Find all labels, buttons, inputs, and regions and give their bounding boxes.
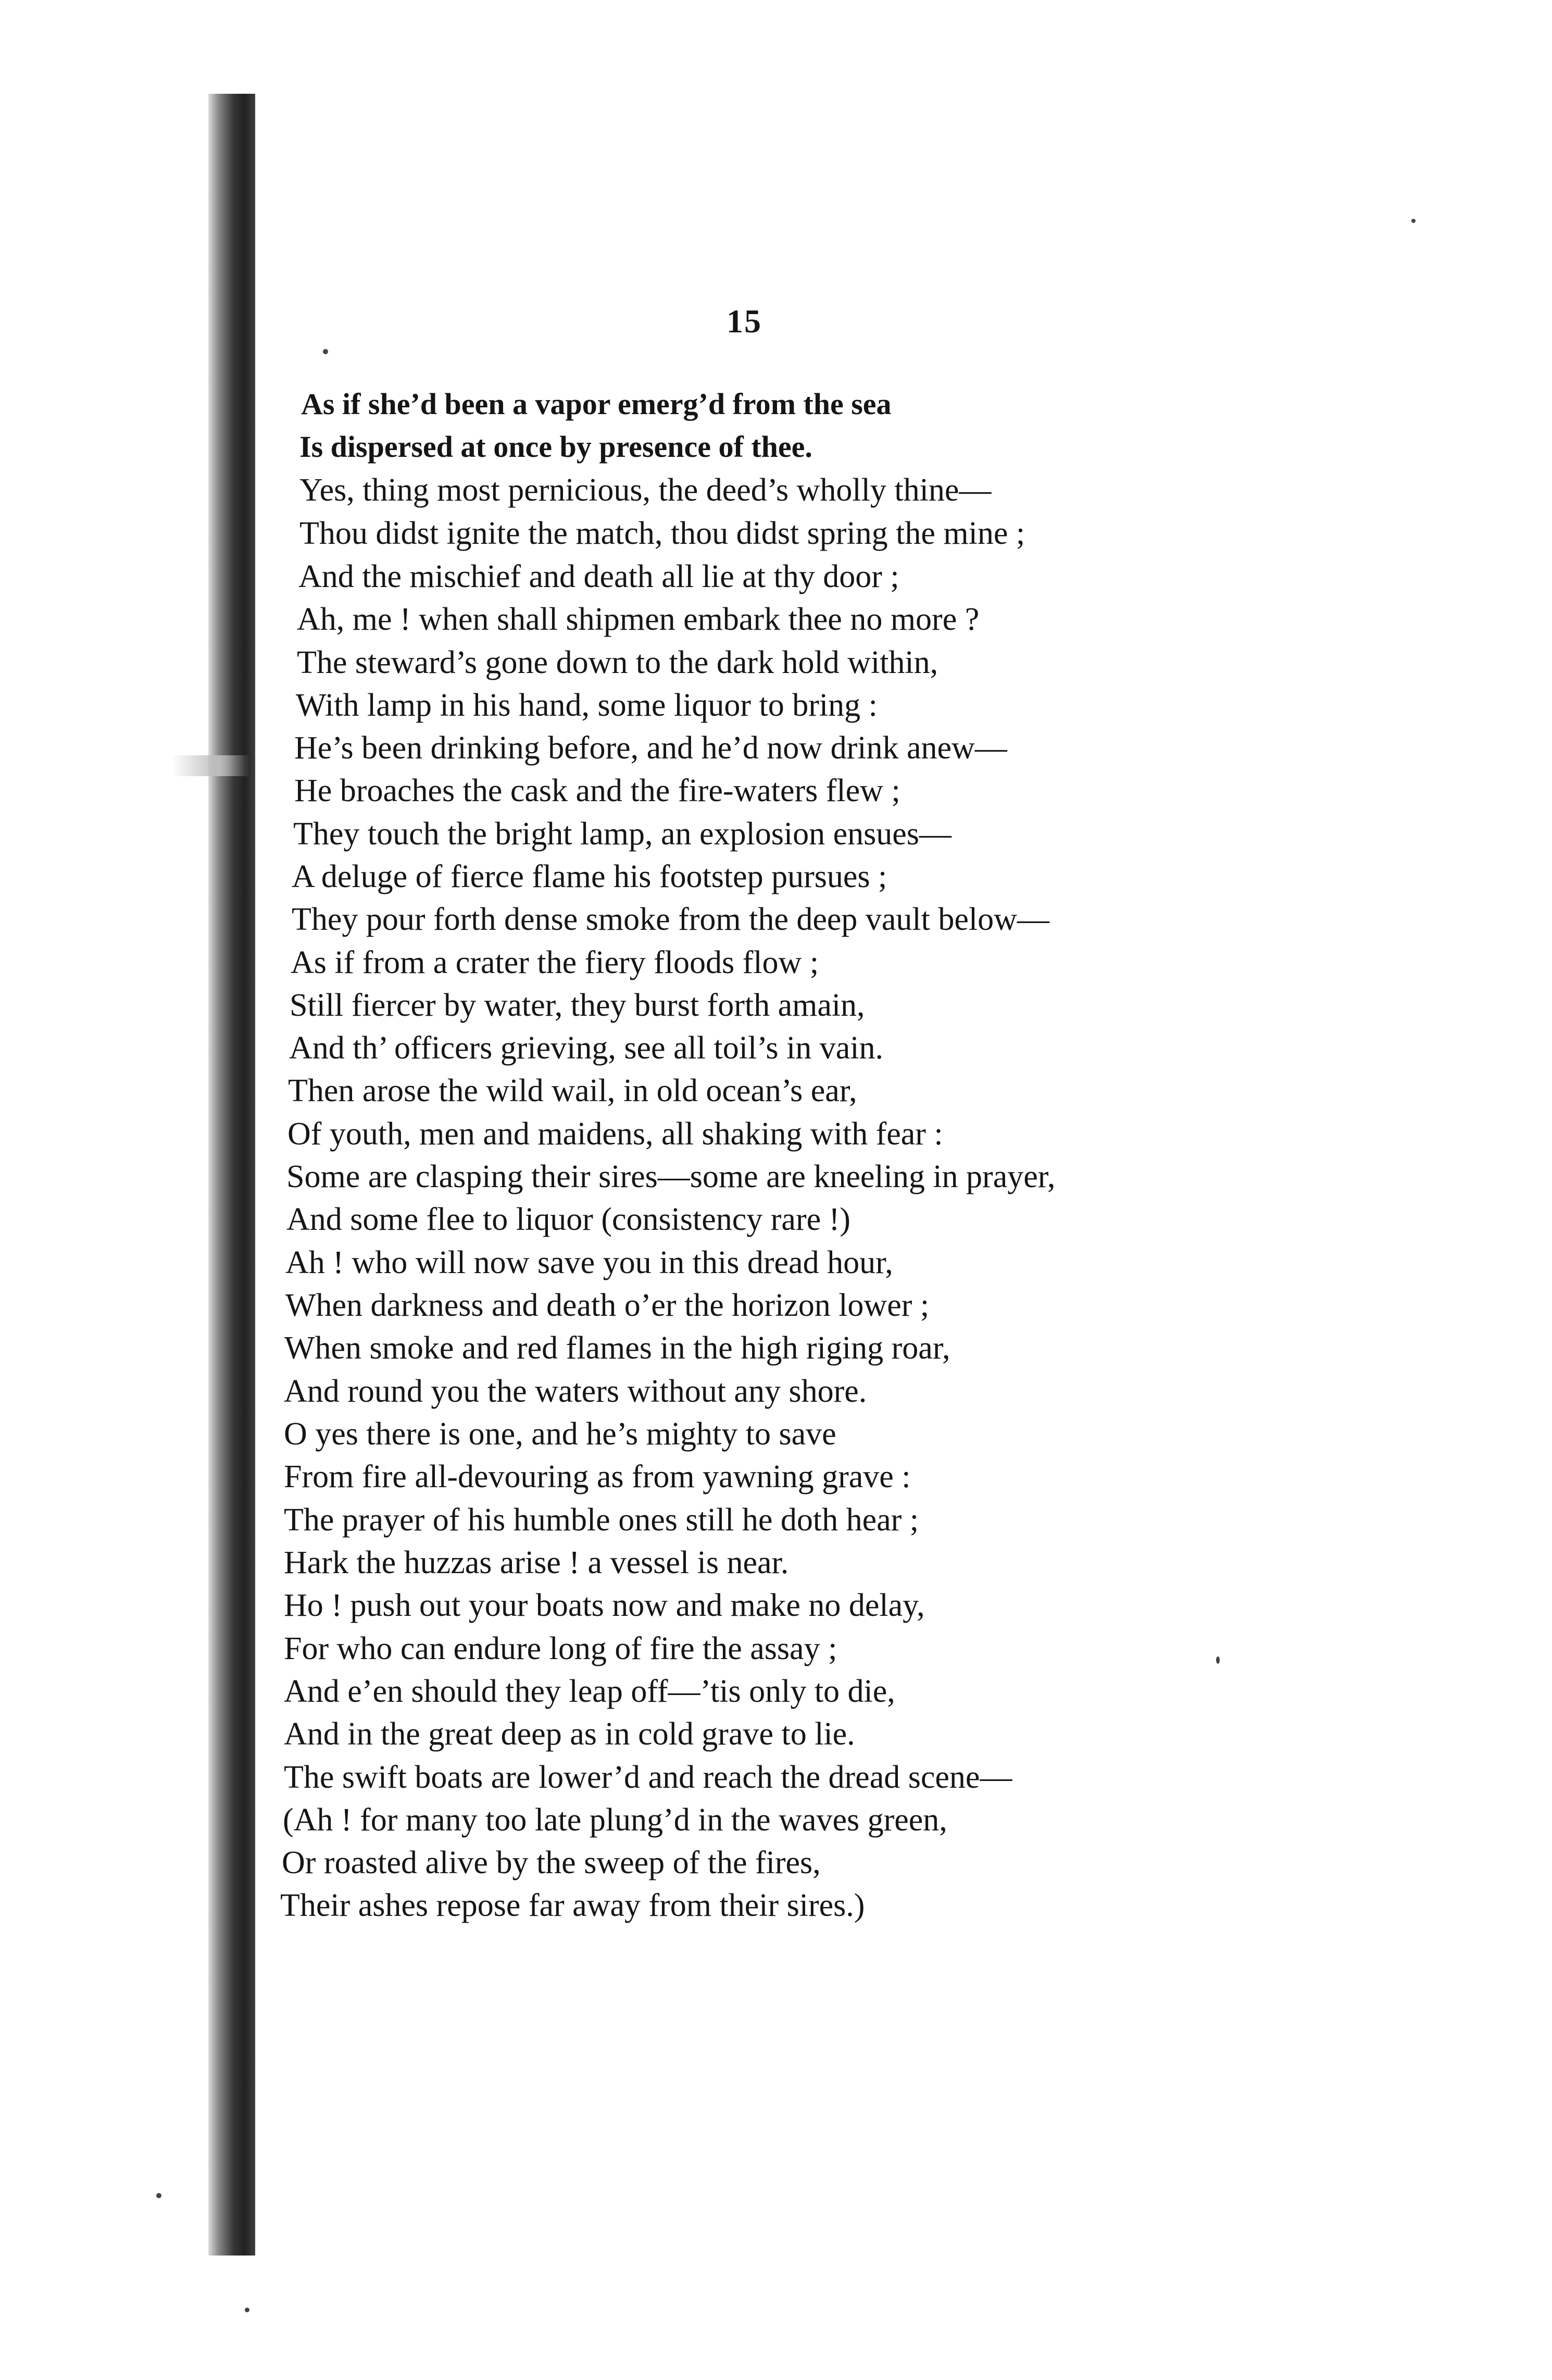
poem-line: With lamp in his hand, some liquor to bring : xyxy=(296,688,878,723)
poem-line: Yes, thing most pernicious, the deed’s wholly thine— xyxy=(299,472,992,508)
poem-line: And the mischief and death all lie at thy door ; xyxy=(298,559,899,594)
poem-line: Still fiercer by water, they burst forth amain, xyxy=(290,988,865,1023)
poem-line: Ah ! who will now save you in this dread hour, xyxy=(285,1245,893,1280)
poem-line: He’s been drinking before, and he’d now drink anew— xyxy=(294,730,1007,766)
poem-line: They pour forth dense smoke from the deep vault below— xyxy=(292,902,1049,937)
poem-line: When smoke and red flames in the high riging roar, xyxy=(284,1330,950,1366)
poem-line: And e’en should they leap off—’tis only to die, xyxy=(284,1674,895,1709)
poem-line: For who can endure long of fire the assay ; xyxy=(284,1631,837,1666)
poem-line: Is dispersed at once by presence of thee. xyxy=(299,430,812,464)
poem-line: The prayer of his humble ones still he doth hear ; xyxy=(284,1502,919,1538)
page-number: 15 xyxy=(727,303,762,340)
poem-line: And th’ officers grieving, see all toil’s in vain. xyxy=(289,1030,884,1066)
poem-line: Ho ! push out your boats now and make no delay, xyxy=(284,1588,925,1623)
poem-line: Of youth, men and maidens, all shaking with fear : xyxy=(287,1116,943,1152)
poem-line: A deluge of fierce flame his footstep pursues ; xyxy=(292,859,887,894)
scan-speck xyxy=(245,2308,249,2312)
poem-line: The steward’s gone down to the dark hold within, xyxy=(297,645,938,680)
scan-speck xyxy=(156,2193,161,2198)
poem-line: Thou didst ignite the match, thou didst spring the mine ; xyxy=(299,516,1025,551)
poem-line: He broaches the cask and the fire-waters flew ; xyxy=(294,773,900,808)
scan-speck xyxy=(1411,219,1416,223)
poem-line: And some flee to liquor (consistency rare !) xyxy=(286,1202,850,1237)
poem-line: And round you the waters without any shore. xyxy=(284,1374,867,1409)
poem-line: When darkness and death o’er the horizon lower ; xyxy=(285,1288,930,1323)
poem-line: Some are clasping their sires—some are kneeling in prayer, xyxy=(286,1159,1056,1194)
poem-line: As if from a crater the fiery floods flow ; xyxy=(291,945,819,980)
poem-line: As if she’d been a vapor emerg’d from the sea xyxy=(301,387,892,421)
poem-line: Hark the huzzas arise ! a vessel is near. xyxy=(284,1545,789,1580)
poem-line: Their ashes repose far away from their sires.) xyxy=(280,1888,865,1923)
poem-line: Or roasted alive by the sweep of the fires, xyxy=(282,1845,821,1880)
scan-speck xyxy=(1216,1656,1220,1664)
poem-line: The swift boats are lower’d and reach the dread scene— xyxy=(284,1760,1012,1795)
poem-line: They touch the bright lamp, an explosion ensues— xyxy=(293,816,952,852)
poem-line: And in the great deep as in cold grave to lie. xyxy=(284,1716,855,1752)
poem-line: Ah, me ! when shall shipmen embark thee no more ? xyxy=(297,602,980,637)
scan-speck xyxy=(323,349,328,354)
poem-line: Then arose the wild wail, in old ocean’s ear, xyxy=(288,1073,857,1108)
poem-line: (Ah ! for many too late plung’d in the waves green, xyxy=(283,1802,947,1838)
poem-line: From fire all-devouring as from yawning grave : xyxy=(284,1459,911,1494)
poem-line: O yes there is one, and he’s mighty to save xyxy=(284,1416,836,1452)
